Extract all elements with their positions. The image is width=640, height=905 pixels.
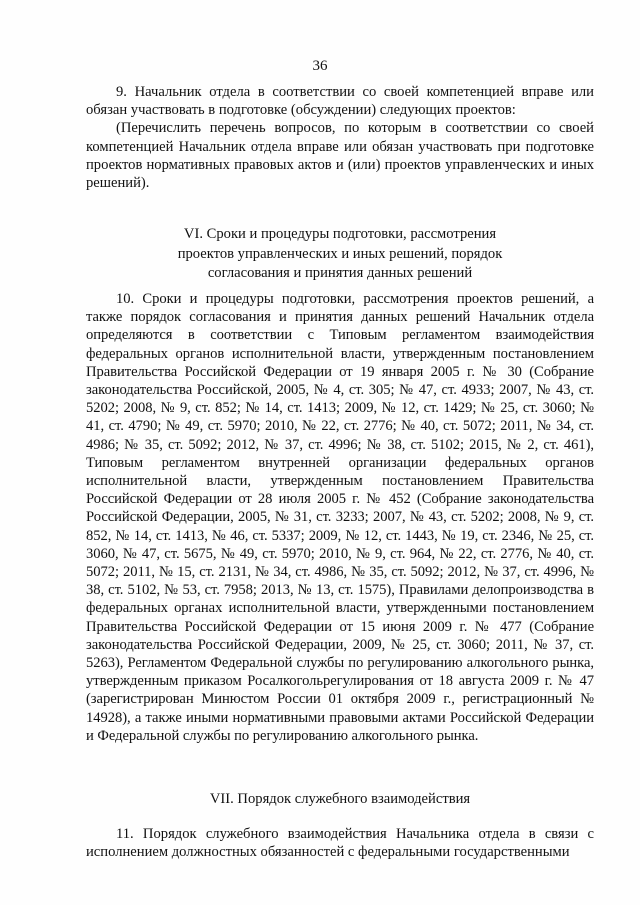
- section-9-paragraph-1: 9. Начальник отдела в соответствии со своей компетенцией вправе или обязан участвовать в подготовке (обсуждении) следующих проектов:: [86, 84, 594, 119]
- page-number: 36: [312, 58, 328, 74]
- section-9-paragraph-2: (Перечислить перечень вопросов, по которым в соответствии со своей компетенцией Начальник отдела вправе или обязан участвовать при подготовке проектов нормативных правовых актов и (или) проектов управленческих и иных решений).: [86, 120, 594, 192]
- section-9: [86, 83, 594, 192]
- section-6-heading-line-2: проектов управленческих и иных решений, порядок: [177, 245, 503, 262]
- section-6-heading-line-3: согласования и принятия данных решений: [207, 265, 473, 281]
- section-10: [86, 290, 594, 745]
- section-11: [86, 825, 594, 861]
- section-7-heading: [86, 790, 594, 810]
- section-6-heading: [86, 225, 594, 284]
- section-7-heading-line-1: VII. Порядок служебного взаимодействия: [209, 791, 471, 807]
- section-11-paragraph: 11. Порядок служебного взаимодействия Начальника отдела в связи с исполнением должностных обязанностей с федеральными государственными: [86, 826, 594, 861]
- section-6-heading-line-1: VI. Сроки и процедуры подготовки, рассмотрения: [183, 226, 497, 242]
- section-10-paragraph: 10. Сроки и процедуры подготовки, рассмотрения проектов решений, а также порядок согласования и принятия данных решений Начальник отдела определяются в соответствии с Типовым регламентом взаимодействия федеральных органов исполнительной власти, утвержденным постановлением Правительства Российской Федерации от 19 января 2005 г. № 30 (Собрание законодательства Российской, 2005, № 4, ст. 305; № 47, ст. 4933; 2007, № 43, ст. 5202; 2008, № 9, ст. 852; № 14, ст. 1413; 2009, № 12, ст. 1429; № 25, ст. 3060; № 41, ст. 4790; № 49, ст. 5970; 2010, № 22, ст. 2776; № 40, ст. 5072; 2011, № 34, ст. 4986; № 35, ст. 5092; 2012, № 37, ст. 4996; № 38, ст. 5102; 2015, № 2, ст. 461), Типовым регламентом внутренней организации федеральных органов исполнительной власти, утвержденным постановлением Правительства Российской Федерации от 28 июля 2005 г. № 452 (Собрание законодательства Российской Федерации, 2005, № 31, ст. 3233; 2007, № 43, ст. 5202; 2008, № 9, ст. 852, № 14, ст. 1413, № 46, ст. 5337; 2009, № 12, ст. 1443, № 19, ст. 2346, № 25, ст. 3060, № 47, ст. 5675, № 49, ст. 5970; 2010, № 9, ст. 964, № 22, ст. 2776, № 40, ст. 5072; 2011, № 15, ст. 2131, № 34, ст. 4986, № 35, ст. 5092; 2012, № 37, ст. 4996, № 38, ст. 5102, № 53, ст. 7958; 2013, № 13, ст. 1575), Правилами делопроизводства в федеральных органах исполнительной власти, утвержденными постановлением Правительства Российской Федерации от 15 июня 2009 г. № 477 (Собрание законодательства Российской Федерации, 2009, № 25, ст. 3060; 2011, № 37, ст. 5263), Регламентом Федеральной службы по регулированию алкогольного рынка, утвержденным приказом Росалкогольрегулирования от 18 августа 2009 г. № 47 (зарегистрирован Минюстом России 01 октября 2009 г., регистрационный № 14928), а также иными нормативными правовыми актами Российской Федерации и Федеральной службы по регулированию алкогольного рынка.: [86, 291, 594, 744]
